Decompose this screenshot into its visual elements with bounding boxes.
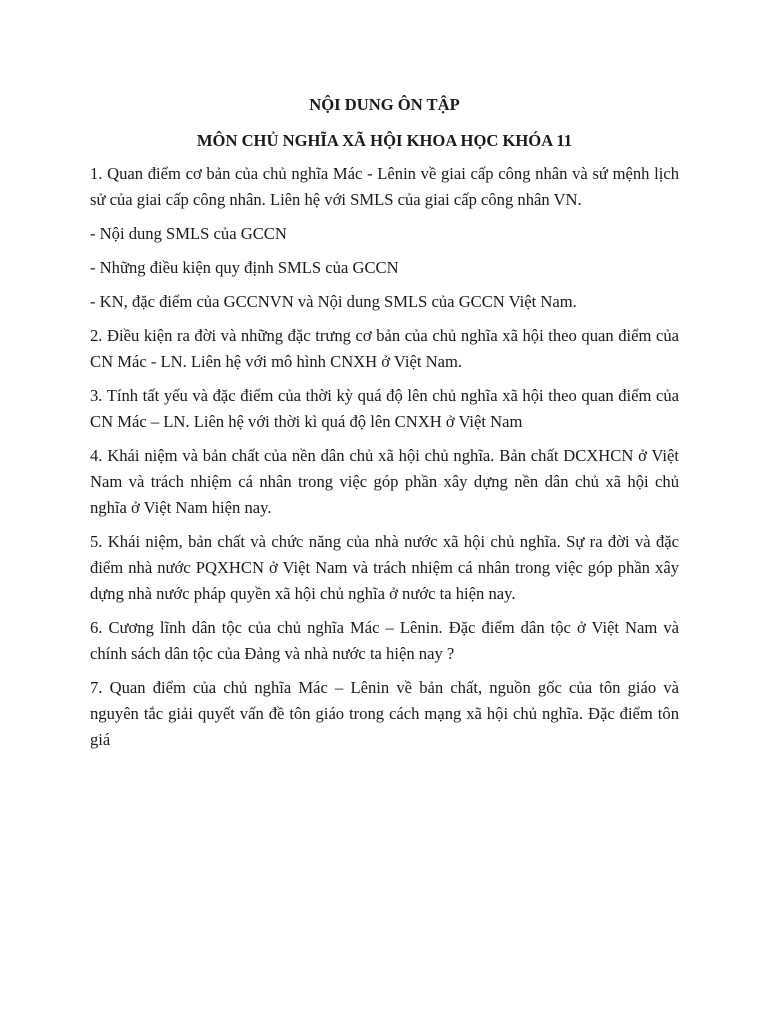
question-4: 4. Khái niệm và bản chất của nền dân chủ xã hội chủ nghĩa. Bản chất DCXHCN ở Việt Nam và trách nhiệm cá nhân trong việc góp phần xây dựng nền dân chủ xã hội chủ nghĩa ở Việt Nam hiện nay. (90, 446, 679, 517)
question-1-point-2: - Những điều kiện quy định SMLS của GCCN (90, 258, 399, 277)
question-3: 3. Tính tất yếu và đặc điểm của thời kỳ quá độ lên chủ nghĩa xã hội theo quan điểm của CN Mác – LN. Liên hệ với thời kì quá độ lên CNXH ở Việt Nam (90, 386, 679, 431)
question-1-point-1: - Nội dung SMLS của GCCN (90, 224, 287, 243)
question-1-point-3: - KN, đặc điểm của GCCNVN và Nội dung SMLS của GCCN Việt Nam. (90, 292, 577, 311)
question-7: 7. Quan điểm của chủ nghĩa Mác – Lênin về bản chất, nguồn gốc của tôn giáo và nguyên tắc giải quyết vấn đề tôn giáo trong cách mạng xã hội chủ nghĩa. Đặc điểm tôn giá (90, 678, 679, 749)
question-5: 5. Khái niệm, bản chất và chức năng của nhà nước xã hội chủ nghĩa. Sự ra đời và đặc điểm nhà nước PQXHCN ở Việt Nam và trách nhiệm cá nhân trong việc góp phần xây dựng nhà nước pháp quyền xã hội chủ nghĩa ở nước ta hiện nay. (90, 532, 679, 603)
document-subtitle: MÔN CHỦ NGHĨA XÃ HỘI KHOA HỌC KHÓA 11 (196, 131, 573, 150)
question-6: 6. Cương lĩnh dân tộc của chủ nghĩa Mác – Lênin. Đặc điểm dân tộc ở Việt Nam và chính sách dân tộc của Đảng và nhà nước ta hiện nay ? (90, 618, 679, 663)
document-title: NỘI DUNG ÔN TẬP (309, 95, 460, 114)
document-body (90, 92, 679, 753)
question-1: 1. Quan điểm cơ bản của chủ nghĩa Mác - Lênin về giai cấp công nhân và sứ mệnh lịch sử của giai cấp công nhân. Liên hệ với SMLS của giai cấp công nhân VN. (90, 164, 679, 209)
question-2: 2. Điều kiện ra đời và những đặc trưng cơ bản của chủ nghĩa xã hội theo quan điểm của CN Mác - LN. Liên hệ với mô hình CNXH ở Việt Nam. (90, 326, 679, 371)
